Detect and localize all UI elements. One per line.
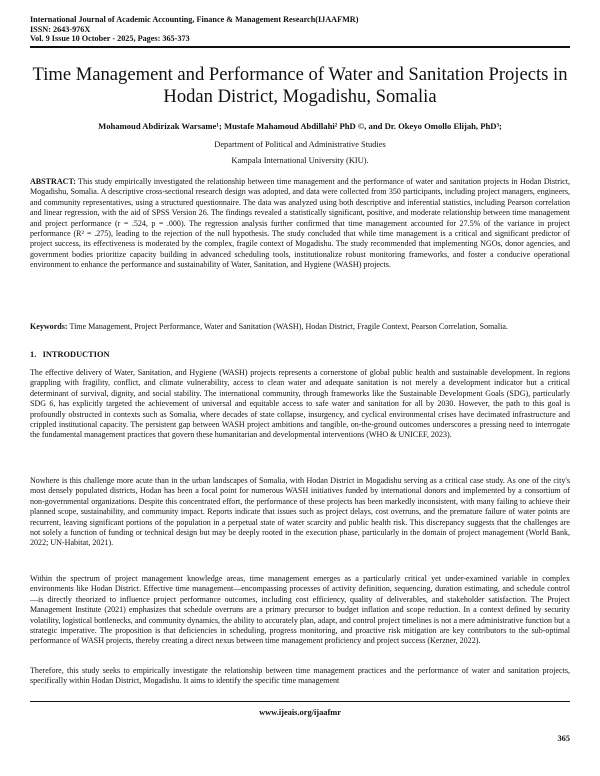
university: Kampala International University (KIU). — [231, 156, 369, 165]
journal-name: International Journal of Academic Accounting, Finance & Management Research(IJAAFMR) — [30, 15, 359, 24]
paragraph: The effective delivery of Water, Sanitation, and Hygiene (WASH) projects represents a cornerstone of global public health and sustainable development. In regions grappling with fragility, conflict, and climate vulnerability, access to clean water and adequate sanitation is not merely a development indicator but a critical determinant of survival, dignity, and social stability. The international community, through frameworks like the Sustainable Development Goals (SDG), particularly SDG 6, has explicitly targeted the achievement of universal and equitable access to safe water and sanitation for all by 2030. However, the path to this goal is profoundly obstructed in contexts such as Somalia, where decades of state collapse, insurgency, and cyclical environmental crises have decimated infrastructure and crippled institutional capacity. The persistent gap between WASH project ambitions and tangible, on-the-ground outcomes underscores a pressing need to interrogate the fundamental management practices that govern these humanitarian and developmental interventions (WHO & UNICEF, 2023). — [30, 368, 570, 440]
abstract-label: ABSTRACT: — [30, 177, 76, 186]
journal-volume: Vol. 9 Issue 10 October - 2025, Pages: 365-373 — [30, 34, 190, 44]
footer-rule — [30, 701, 570, 702]
journal-issn: ISSN: 2643-976X — [30, 24, 91, 34]
keywords — [30, 322, 570, 332]
paragraph: Within the spectrum of project management knowledge areas, time management emerges as a particularly critical yet under-examined variable in complex environments like Hodan District. Effective time management—encompassing processes of activity definition, sequencing, duration estimating, and schedule control—is directly theorized to influence project performance outcomes, including cost efficiency, quality of deliverables, and stakeholder satisfaction. The Project Management Institute (2021) emphasizes that schedule overruns are a primary precursor to budget inflation and scope reduction. In a context defined by security volatility, logistical bottlenecks, and community dynamics, the ability to accurately plan, adapt, and control project timelines is not a mere administrative function but a strategic imperative. The proposition is that deficiencies in scheduling, progress monitoring, and proactive risk mitigation are key contributors to the sub-optimal performance of WASH projects, thereby creating a direct nexus between time management proficiency and project success (Kerzner, 2022). — [30, 574, 570, 646]
section-heading-introduction: 1. INTRODUCTION — [30, 350, 110, 359]
authors: Mohamoud Abdirizak Warsame¹; Mustafe Mahamoud Abdillahi² PhD ©, and Dr. Okeyo Omollo Elijah, PhD³; — [98, 121, 502, 131]
paragraph: Nowhere is this challenge more acute than in the urban landscapes of Somalia, with Hodan District in Mogadishu serving as a critical case study. As one of the city's most densely populated districts, Hodan has been a focal point for numerous WASH initiatives funded by international donors and implemented by a consortium of non-governmental organizations. Despite this concentrated effort, the performance of these projects has been markedly inconsistent, with many failing to achieve their planned scope, sustainability, and community impact. Reports indicate that issues such as project delays, cost overruns, and the premature failure of water points are recurrent, leaving significant portions of the population in a perpetual state of water scarcity and public health risk. This discrepancy suggests that the challenges are not solely a function of funding or technical design but may be deeply rooted in the execution phase, particularly in the domain of project management (World Bank, 2022; UN-Habitat, 2021). — [30, 476, 570, 548]
abstract — [30, 177, 570, 271]
header-rule — [30, 46, 570, 48]
journal-header — [30, 15, 358, 44]
keywords-text: Time Management, Project Performance, Water and Sanitation (WASH), Hodan District, Fragile Context, Pearson Correlation, Somalia. — [69, 322, 508, 331]
abstract-text: This study empirically investigated the relationship between time management and the performance of water and sanitation projects in Hodan District, Mogadishu, Somalia. A descriptive cross-sectional research design was adopted, and data were collected from 350 participants, including project managers, engineers, and community representatives, using a structured questionnaire. The data was analyzed using both descriptive and inferential statistics, including Pearson correlation and linear regression, with the aid of SPSS Version 26. The findings revealed a statistically significant, positive, and moderate relationship between time management and project performance (r = .524, p = .000). The regression analysis further confirmed that time management accounted for 27.5% of the variance in project performance (R² = .275), leading to the rejection of the null hypothesis. The study concluded that while time management is a critical and significant predictor of project success, its effectiveness is moderated by the complex, fragile context of Mogadishu. The study recommended that implementing NGOs, donor agencies, and government bodies prioritize capacity building in advanced scheduling tools, institutionalize robust monitoring frameworks, and foster a conducive operational environment to enhance the performance and sustainability of Water, Sanitation, and Hygiene (WASH) projects. — [30, 177, 571, 270]
page-number: 365 — [557, 734, 570, 743]
footer-url: www.ijeais.org/ijaafmr — [259, 708, 341, 717]
department: Department of Political and Administrative Studies — [214, 140, 386, 149]
paragraph: Therefore, this study seeks to empirically investigate the relationship between time management practices and the performance of water and sanitation projects, specifically within Hodan District, Mogadishu. It aims to identify the specific time management — [30, 666, 570, 686]
keywords-label: Keywords: — [30, 322, 68, 331]
paper-title: Time Management and Performance of Water and Sanitation Projects in Hodan District, Mogadishu, Somalia — [32, 64, 568, 107]
